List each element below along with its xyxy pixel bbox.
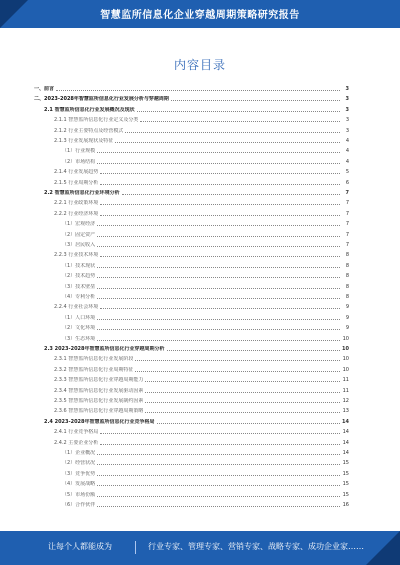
toc-leader-dots <box>137 111 340 112</box>
toc-leader-dots <box>145 392 340 393</box>
toc-page-number: 15 <box>342 491 349 498</box>
toc-entry-text: （4）发展战略 <box>62 481 96 488</box>
toc-entry[interactable] <box>34 232 349 239</box>
toc-entry-text: 2.3 2023-2028年智慧监所信息化行业穿越周期分析 <box>44 346 165 352</box>
toc-entry-text: 2.4.1 行业竞争格局 <box>54 429 99 436</box>
toc-leader-dots <box>115 142 340 143</box>
toc-leader-dots <box>100 444 340 445</box>
toc-leader-dots <box>97 267 340 268</box>
toc-entry-text: （5）市场份额 <box>62 491 96 498</box>
toc-page-number: 4 <box>345 148 349 155</box>
footer-divider <box>135 541 136 554</box>
toc-entry[interactable] <box>34 502 349 509</box>
toc-entry[interactable] <box>34 346 349 353</box>
toc-entry-text: 2.3.2 智慧监所信息化行业周期特征 <box>54 366 134 373</box>
report-title: 智慧监所信息化企业穿越周期策略研究报告 <box>100 10 300 21</box>
toc-entry[interactable] <box>34 398 349 405</box>
table-of-contents <box>34 86 349 514</box>
toc-leader-dots <box>97 340 340 341</box>
toc-leader-dots <box>122 194 340 195</box>
toc-leader-dots <box>100 204 340 205</box>
toc-entry-text: 2.2 智慧监所信息化行业环境分析 <box>44 190 120 196</box>
toc-entry[interactable] <box>34 86 349 93</box>
toc-leader-dots <box>97 496 340 497</box>
toc-leader-dots <box>145 402 340 403</box>
toc-entry-text: 2.4 2023-2028年智慧监所信息化行业竞争格局 <box>44 418 155 425</box>
toc-page-number: 8 <box>345 262 349 269</box>
toc-entry-text: 2.2.2 行业经济环境 <box>54 210 99 217</box>
toc-page-number: 3 <box>345 106 349 113</box>
toc-entry[interactable] <box>34 190 349 197</box>
toc-entry-text: 2.2.3 行业技术环境 <box>54 252 99 259</box>
toc-leader-dots <box>56 90 340 91</box>
toc-entry-text: 2.3.3 智慧监所信息化行业穿越周期能力 <box>54 377 144 384</box>
toc-entry[interactable] <box>34 252 349 259</box>
toc-page-number: 6 <box>345 179 349 186</box>
footer-tagline: 行业专家、管理专家、营销专家、战略专家、成功企业家…… <box>148 542 364 551</box>
toc-entry[interactable] <box>34 304 349 311</box>
toc-page-number: 9 <box>345 304 349 311</box>
toc-entry-text: （2）文化环境 <box>62 325 96 332</box>
toc-entry[interactable] <box>34 471 349 478</box>
toc-entry[interactable] <box>34 481 349 488</box>
toc-entry[interactable] <box>34 263 349 270</box>
toc-leader-dots <box>100 173 340 174</box>
toc-entry-text: （1）行业规模 <box>62 148 96 155</box>
footer-band <box>0 531 400 565</box>
toc-entry-text: 2.3.1 智慧监所信息化行业发展阶段 <box>54 356 134 363</box>
toc-page-number: 8 <box>345 273 349 280</box>
toc-entry[interactable] <box>34 377 349 384</box>
toc-leader-dots <box>97 236 340 237</box>
toc-entry-text: 2.3.5 智慧监所信息化行业发展制约因素 <box>54 398 144 404</box>
toc-entry-text: 2.1.4 行业发展趋势 <box>54 169 99 176</box>
toc-page-number: 7 <box>345 231 349 238</box>
toc-page-number: 11 <box>342 387 349 394</box>
toc-leader-dots <box>97 288 340 289</box>
toc-page-number: 10 <box>342 356 349 363</box>
toc-leader-dots <box>100 433 340 434</box>
toc-page-number: 12 <box>342 398 349 404</box>
toc-entry[interactable] <box>34 284 349 291</box>
toc-page-number: 4 <box>345 158 349 165</box>
toc-page-number: 5 <box>345 169 349 176</box>
toc-entry-text: （2）技术趋势 <box>62 273 96 280</box>
toc-entry[interactable] <box>34 460 349 467</box>
toc-entry[interactable] <box>34 242 349 249</box>
toc-entry-text: 2.1.2 行业主要特点及经营模式 <box>54 127 124 134</box>
toc-entry[interactable] <box>34 96 349 103</box>
toc-entry[interactable] <box>34 294 349 301</box>
toc-page-number: 3 <box>345 127 349 134</box>
toc-page-number: 9 <box>345 325 349 332</box>
toc-entry[interactable] <box>34 138 349 145</box>
toc-leader-dots <box>171 100 340 101</box>
toc-page-number: 10 <box>342 366 349 373</box>
toc-entry-text: 2.2.4 行业社会环境 <box>54 304 99 311</box>
toc-page-number: 7 <box>345 221 349 228</box>
toc-leader-dots <box>125 132 340 133</box>
toc-entry-text: （2）固定资产 <box>62 231 96 238</box>
toc-entry[interactable] <box>34 180 349 187</box>
toc-entry-text: （3）生态环境 <box>62 335 96 342</box>
toc-entry-text: （4）专利分析 <box>62 294 96 300</box>
toc-entry-text: 2.4.2 主要企业分析 <box>54 439 99 446</box>
toc-entry-text: 2.1.3 行业发展现状及特征 <box>54 138 114 144</box>
toc-entry[interactable] <box>34 211 349 218</box>
toc-entry[interactable] <box>34 117 349 124</box>
toc-page-number: 8 <box>345 294 349 300</box>
toc-entry[interactable] <box>34 315 349 322</box>
toc-entry[interactable] <box>34 221 349 228</box>
toc-leader-dots <box>100 256 340 257</box>
toc-entry[interactable] <box>34 429 349 436</box>
toc-page-number: 7 <box>345 210 349 217</box>
toc-leader-dots <box>97 506 340 507</box>
toc-entry-text: （3）居民收入 <box>62 242 96 248</box>
toc-entry[interactable] <box>34 440 349 447</box>
toc-entry[interactable] <box>34 367 349 374</box>
toc-page-number: 8 <box>345 283 349 290</box>
toc-leader-dots <box>145 381 340 382</box>
toc-page-number: 14 <box>342 450 349 456</box>
toc-entry[interactable] <box>34 159 349 166</box>
toc-page-number: 3 <box>345 117 349 124</box>
toc-entry[interactable] <box>34 148 349 155</box>
toc-leader-dots <box>97 475 340 476</box>
toc-entry-text: （1）技术现状 <box>62 262 96 269</box>
toc-leader-dots <box>97 298 340 299</box>
toc-entry-text: （2）市场结构 <box>62 158 96 165</box>
toc-page-number: 4 <box>345 138 349 144</box>
toc-entry-text: 2.1.1 智慧监所信息化行业定义及分类 <box>54 117 139 124</box>
toc-leader-dots <box>167 350 340 351</box>
toc-page-number: 13 <box>342 408 349 415</box>
toc-page-number: 14 <box>342 429 349 436</box>
toc-leader-dots <box>97 152 340 153</box>
footer-slogan: 让每个人都能成为 <box>48 542 112 551</box>
toc-entry[interactable] <box>34 419 349 426</box>
toc-entry-text: 2.1 智慧监所信息化行业发展概况及现状 <box>44 106 135 113</box>
toc-leader-dots <box>97 246 340 247</box>
toc-page-number: 8 <box>345 252 349 259</box>
toc-entry-text: （3）竞争优势 <box>62 470 96 477</box>
toc-leader-dots <box>100 215 340 216</box>
toc-leader-dots <box>97 163 340 164</box>
toc-entry[interactable] <box>34 492 349 499</box>
toc-leader-dots <box>97 277 340 278</box>
toc-entry-text: （1）宏观经济 <box>62 221 96 228</box>
toc-entry-text: （1）企业概况 <box>62 450 96 456</box>
toc-leader-dots <box>97 454 340 455</box>
toc-entry[interactable] <box>34 336 349 343</box>
toc-entry[interactable] <box>34 388 349 395</box>
toc-entry-text: 2.3.4 智慧监所信息化行业发展驱动因素 <box>54 387 144 394</box>
toc-page-number: 7 <box>345 190 349 196</box>
toc-page-number: 3 <box>345 86 349 92</box>
toc-entry-text: （1）人口环境 <box>62 314 96 321</box>
toc-entry[interactable] <box>34 273 349 280</box>
page-title: 内容目录 <box>173 58 226 72</box>
toc-leader-dots <box>135 371 340 372</box>
toc-page-number: 7 <box>345 200 349 207</box>
toc-entry-text: 二、2023-2028年智慧监所信息化行业发展分析与穿越周期 <box>34 96 169 103</box>
toc-page-number: 14 <box>342 418 349 425</box>
toc-entry[interactable] <box>34 107 349 114</box>
toc-leader-dots <box>97 485 340 486</box>
toc-page-number: 14 <box>342 439 349 446</box>
toc-leader-dots <box>97 329 340 330</box>
header-band <box>0 0 400 28</box>
toc-leader-dots <box>97 464 340 465</box>
toc-entry[interactable] <box>34 408 349 415</box>
toc-leader-dots <box>97 225 340 226</box>
toc-entry[interactable] <box>34 356 349 363</box>
toc-page-number: 9 <box>345 314 349 321</box>
toc-page-number: 15 <box>342 481 349 488</box>
toc-leader-dots <box>140 121 340 122</box>
toc-page-number: 7 <box>345 242 349 248</box>
toc-entry-text: 2.1.5 行业周期分析 <box>54 179 99 186</box>
toc-page-number: 10 <box>342 335 349 342</box>
toc-entry[interactable] <box>34 169 349 176</box>
toc-entry[interactable] <box>34 450 349 457</box>
toc-leader-dots <box>97 319 340 320</box>
toc-leader-dots <box>100 308 340 309</box>
toc-entry[interactable] <box>34 128 349 135</box>
toc-page-number: 15 <box>342 470 349 477</box>
toc-entry[interactable] <box>34 200 349 207</box>
toc-page-number: 3 <box>345 96 349 103</box>
toc-entry-text: 2.2.1 行业政策环境 <box>54 200 99 207</box>
toc-page-number: 11 <box>342 377 349 384</box>
toc-page-number: 10 <box>342 346 349 352</box>
toc-entry-text: （6）合作伙伴 <box>62 502 96 508</box>
toc-leader-dots <box>145 412 340 413</box>
toc-entry-text: （2）经营状况 <box>62 460 96 467</box>
toc-page-number: 16 <box>342 502 349 508</box>
toc-entry[interactable] <box>34 325 349 332</box>
footer-corner-decoration <box>366 531 400 565</box>
toc-leader-dots <box>157 423 340 424</box>
toc-leader-dots <box>100 184 340 185</box>
toc-entry-text: 2.3.6 智慧监所信息化行业穿越周期策略 <box>54 408 144 415</box>
toc-leader-dots <box>135 360 340 361</box>
toc-page-number: 15 <box>342 460 349 467</box>
toc-entry-text: 一、前言 <box>34 86 55 92</box>
toc-entry-text: （3）技术壁垒 <box>62 283 96 290</box>
